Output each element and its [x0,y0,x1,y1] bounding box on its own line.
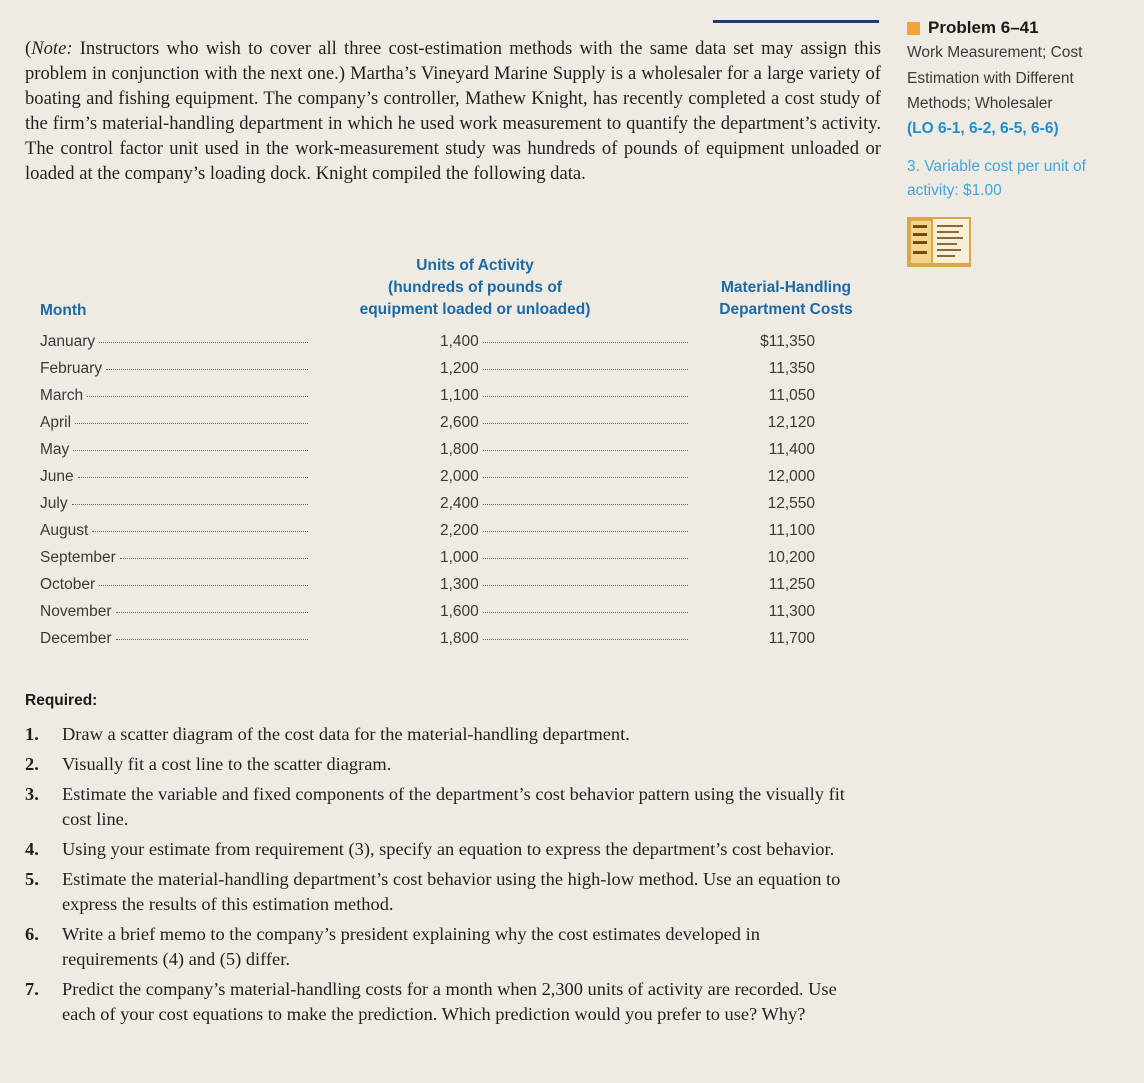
units-cell: 1,300 [440,576,479,593]
month-cell: May [40,441,70,458]
month-cell: November [40,603,112,620]
problem-subtitle: Work Measurement; Cost Estimation with Different Methods; Wholesaler [907,44,1083,112]
cost-cell: 11,050 [768,387,815,404]
month-cell: October [40,576,96,593]
list-item: 6. Write a brief memo to the company’s president explaining why the cost estimates developed in requirements (4) and (5) differ. [25,924,760,969]
units-cell: 1,100 [440,387,479,404]
units-cell: 2,400 [440,495,479,512]
cost-cell: 11,300 [768,603,815,620]
month-cell: September [40,549,116,566]
units-cell: 1,000 [440,549,479,566]
month-cell: March [40,387,84,404]
cost-cell: 11,250 [768,576,815,593]
calculator-receipt-icon [907,217,971,267]
list-item: 7. Predict the company’s material-handling costs for a month when 2,300 units of activity are recorded. Use each of your cost equations to make the prediction. Which prediction would you prefer to use? Why? [25,979,837,1024]
units-cell: 2,000 [440,468,479,485]
cost-cell: 12,550 [767,495,815,512]
intro-text: Instructors who wish to cover all three cost-estimation methods with the same data set may assign this problem in conjunction with the next one.) Martha’s Vineyard Marine Supply is a wholesaler for a large variety of boating and fishing equipment. The company’s controller, Mathew Knight, has recently completed a cost study of the firm’s material-handling department in which he used work measurement to quantify the department’s activity. The control factor unit used in the work-measurement study was hundreds of pounds of equipment unloaded or loaded at the company’s loading dock. Knight compiled the following data. [25,38,881,184]
units-cell: 1,600 [440,603,479,620]
units-cell: 1,200 [440,360,479,377]
list-item: 5. Estimate the material-handling department’s cost behavior using the high-low method. Use an equation to express the results of this estimation method. [25,869,841,914]
check-answer: 3. Variable cost per unit of activity: $1.00 [907,157,1086,199]
units-cell: 1,800 [440,630,479,647]
month-cell: December [40,630,112,647]
cost-cell: 12,000 [767,468,815,485]
cost-cell: 12,120 [767,414,815,431]
problem-heading [907,18,1132,38]
requirements-list [25,722,855,1032]
units-cell: 1,800 [440,441,479,458]
list-item: 1. Draw a scatter diagram of the cost data for the material-handling department. [25,724,630,744]
month-cell: January [40,333,96,350]
cost-cell: 10,200 [767,549,815,566]
list-item: 3. Estimate the variable and fixed components of the department’s cost behavior pattern using the visually fit cost line. [25,784,845,829]
learning-objectives: (LO 6-1, 6-2, 6-5, 6-6) [907,119,1059,137]
units-cell: 2,600 [440,414,479,431]
cost-cell: 11,400 [768,441,815,458]
problem-title: Problem 6–41 [928,18,1039,37]
month-cell: August [40,522,89,539]
list-item: 2. Visually fit a cost line to the scatter diagram. [25,754,392,774]
month-cell: April [40,414,72,431]
col-header-cost: Material-Handling Department Costs [719,279,853,318]
list-item: 4. Using your estimate from requirement (3), specify an equation to express the department’s cost behavior. [25,839,835,859]
top-rule [713,20,879,23]
note-label: Note: [31,38,73,59]
month-cell: July [40,495,68,512]
required-heading: Required: [25,692,98,709]
problem-intro: (Note: Instructors who wish to cover all three cost-estimation methods with the same data set may assign this problem in conjunction with the next one.) Martha’s Vineyard Marine Supply is a wholesaler for a large variety of boating and fishing equipment. The company’s controller, Mathew Knight, has recently completed a cost study of the firm’s material-handling department in which he used work measurement to quantify the department’s activity. The control factor unit used in the work-measurement study was hundreds of pounds of equipment unloaded or loaded at the company’s loading dock. Knight compiled the following data. [25,38,881,184]
cost-cell: $11,350 [760,333,815,350]
cost-cell: 11,350 [768,360,815,377]
problem-sidebar [907,18,1132,272]
units-cell: 1,400 [440,333,479,350]
col-header-month: Month [40,302,87,319]
square-icon [907,22,920,35]
cost-cell: 11,700 [768,630,815,647]
month-cell: June [40,468,74,485]
units-cell: 2,200 [440,522,479,539]
col-header-units: Units of Activity (hundreds of pounds of equipment loaded or unloaded) [359,257,591,318]
month-cell: February [40,360,103,377]
cost-cell: 11,100 [768,522,815,539]
